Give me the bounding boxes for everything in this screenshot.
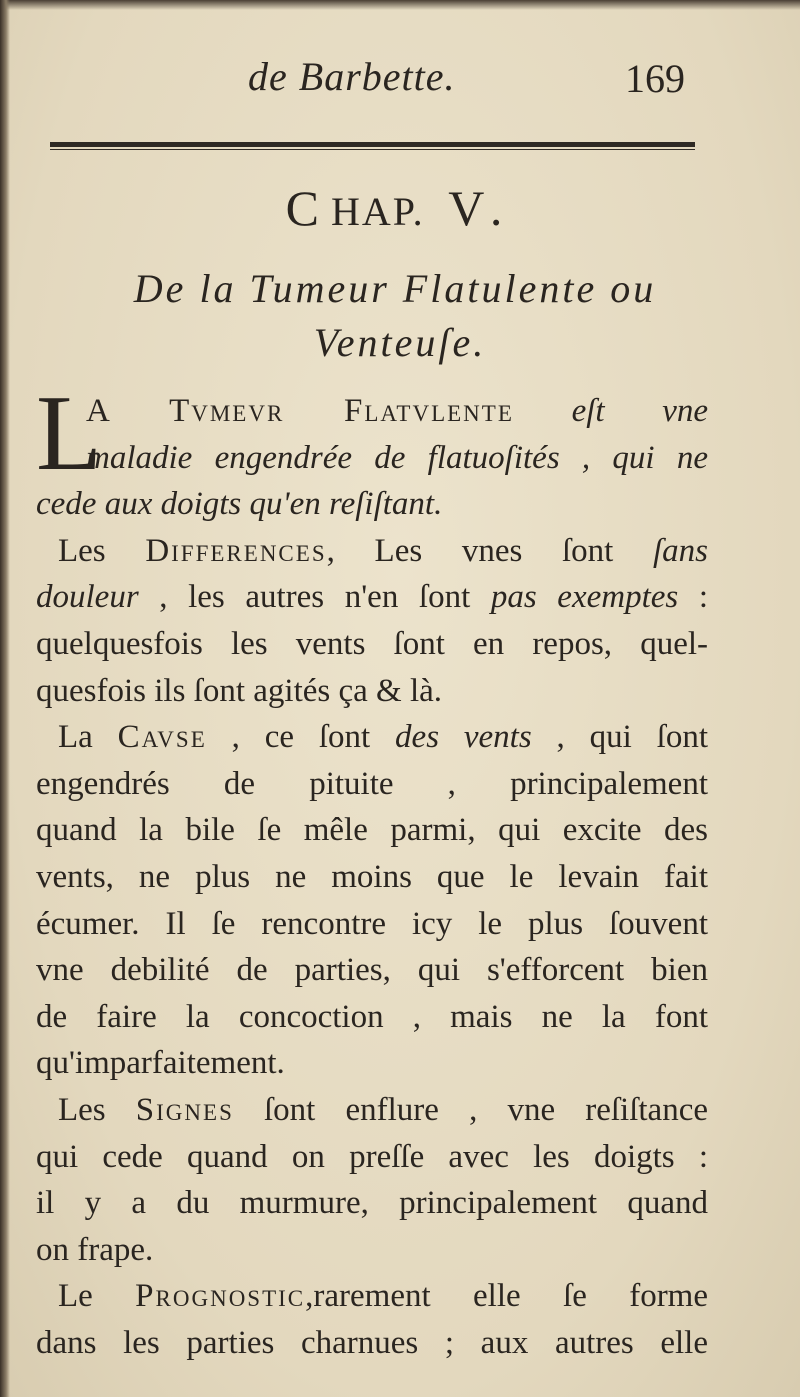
text-run: ſont enflure , vne reſiſtance [233, 1091, 708, 1128]
chapter-label-rest: HAP. [330, 189, 425, 234]
text-line: maladie engendrée de flatuoſités , qui ne [86, 439, 708, 476]
text-line: quand la bile ſe mêle parmi, qui excite des [36, 812, 708, 849]
text-line [36, 528, 708, 575]
text-italic: eſt vne [571, 393, 709, 429]
text-run: Les [58, 532, 146, 569]
page-number: 169 [625, 56, 685, 101]
text-line: quelquesfois les vents ſont en repos, quel- [36, 625, 708, 662]
text-line: cede aux doigts qu'en reſiſtant. [36, 486, 443, 523]
text-line: engendrés de pituite , principalement [36, 765, 708, 802]
text-line [36, 388, 708, 435]
page-top-shadow [0, 0, 800, 10]
text-run: Le [58, 1278, 136, 1315]
paragraph-differences [36, 528, 708, 714]
text-line [36, 574, 708, 621]
text-line [36, 1087, 708, 1134]
chapter-label-cap: C [285, 180, 331, 236]
text-run: , qui ſont [531, 719, 709, 756]
text-line: de faire la concoction , mais ne la font [36, 998, 708, 1035]
text-smallcaps: Prognostic [135, 1278, 306, 1315]
paragraph-definition [36, 374, 709, 528]
paragraph-signs [36, 1087, 708, 1273]
text-line: il y a du murmure, principalement quand [36, 1185, 708, 1222]
text-line: vents, ne plus ne moins que le levain fait [36, 858, 708, 895]
text-run: Les [58, 1091, 136, 1128]
text-smallcaps: Differences [145, 532, 327, 569]
text-run: , les autres n'en ſont [138, 579, 491, 616]
text-line: vne debilité de parties, qui s'efforcent bien [36, 952, 708, 989]
text-run: , Les vnes ſont [326, 532, 653, 569]
chapter-subtitle-line-1: De la Tumeur Flatulente ou [133, 266, 657, 311]
text-line: quesfois ils ſont agités ça & là. [36, 672, 443, 709]
text-line: écumer. Il ſe rencontre icy le plus ſouvent [36, 905, 708, 942]
text-line: qu'imparfaitement. [36, 1045, 285, 1082]
text-run: ,rarement elle ſe forme [305, 1278, 708, 1315]
paragraph-prognostic [36, 1273, 708, 1366]
text-italic: ſans [652, 532, 708, 569]
text-run: , ce ſont [206, 719, 396, 756]
running-title: de Barbette. [248, 54, 456, 99]
text-smallcaps: Cavse [117, 719, 207, 756]
text-italic: des vents [395, 719, 532, 756]
chapter-heading [0, 178, 800, 242]
text-line: dans les parties charnues ; aux autres elle [36, 1324, 708, 1361]
chapter-subtitle-line-2: Venteuſe. [313, 320, 487, 365]
paragraph-cause [36, 714, 708, 1087]
running-head [0, 52, 800, 112]
text-smallcaps: A Tvmevr Flatvlente [86, 393, 514, 429]
text-run: : [678, 579, 708, 616]
text-line: on frape. [36, 1231, 154, 1268]
chapter-number: V. [448, 180, 515, 236]
text-line: qui cede quand on preſſe avec les doigts : [36, 1138, 708, 1175]
text-line [36, 714, 708, 761]
text-italic: douleur [36, 579, 139, 616]
text-italic: pas exemptes [490, 579, 679, 616]
drop-cap: L [36, 374, 102, 493]
header-rule [50, 142, 695, 150]
body-text [36, 374, 709, 1366]
text-smallcaps: Signes [135, 1091, 234, 1128]
text-run: La [58, 719, 118, 756]
text-line [36, 1273, 708, 1320]
